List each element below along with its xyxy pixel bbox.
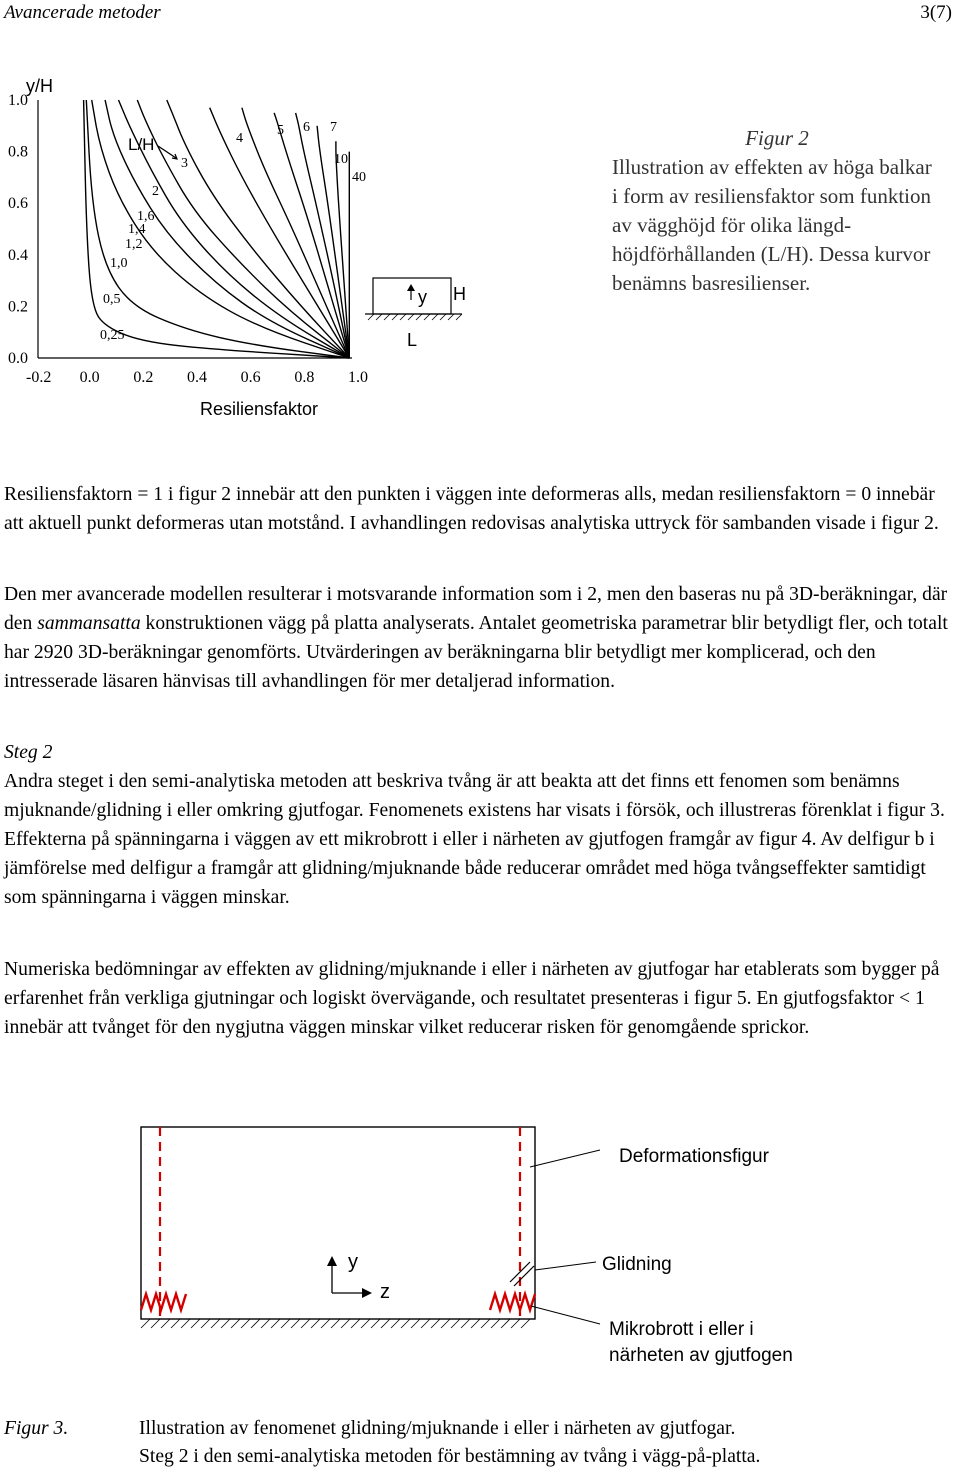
inset-y-label: y [418, 287, 427, 307]
curve-label-6: 6 [303, 120, 310, 135]
curve-label-1-2: 1,2 [125, 237, 143, 252]
y-tick-labels [8, 92, 28, 367]
curve-label-0-5: 0,5 [103, 292, 121, 307]
section-heading-steg-2: Steg 2 [4, 742, 53, 763]
legend-title: L/H [128, 135, 155, 154]
y-tick-label: 0.2 [8, 298, 28, 316]
y-axis-title: y/H [26, 76, 53, 96]
figure3-caption-line-1: Illustration av fenomenet glidning/mjuknande i eller i närheten av gjutfogar. [139, 1418, 736, 1439]
y-tick-label: 0.8 [8, 143, 28, 161]
inset-wall-sketch [365, 278, 466, 350]
paragraph-avancerade-modellen [4, 580, 954, 696]
microcrack-right [490, 1294, 535, 1310]
leader-glidning [535, 1262, 596, 1270]
x-axis-title: Resiliensfaktor [200, 399, 319, 419]
curve-lh-5 [274, 113, 349, 358]
x-tick-label: 0.6 [240, 369, 261, 386]
curve-lh-0-5 [86, 100, 349, 358]
curve-lh-3 [210, 108, 350, 358]
inset-l-label: L [407, 330, 418, 350]
paragraph-2-end: konstruktionen vägg på platta analyserats. Antalet geometriska parametrar blir betydligt fler, och totalt har 2920 3D-beräkningar genomförts. Utvärderingen av beräkningarna blir betydligt mer komplicerad, och den intresserade läsaren hänvisas till avhandlingen för mer detaljerad information. [4, 613, 948, 692]
paragraph-numeriska: Numeriska bedömningar av effekten av glidning/mjuknande i eller i närheten av gjutfogar har etablerats som bygger på erfarenhet från verkliga gjutningar och logiskt övervägande, och resultatet presenteras i figur 5. En gjutfogsfaktor < 1 innebär att tvånget för den nygjutna väggen minskar vilket reducerar risken för genomgående sprickor. [4, 959, 940, 1038]
figure2-chart [0, 60, 600, 430]
curve-lh-1-6 [137, 100, 349, 358]
curve-label-5: 5 [277, 123, 284, 138]
paragraph-resiliensfaktor: Resiliensfaktorn = 1 i figur 2 innebär att den punkten i väggen inte deformeras alls, medan resiliensfaktorn = 0 innebär att aktuell punkt deformeras utan motstånd. I avhandlingen redovisas analytiska uttryck för sambanden visade i figur 2. [4, 484, 939, 534]
label-mikrobrott: Mikrobrott i eller i närheten av gjutfogen [609, 1319, 793, 1366]
x-tick-label: 0.8 [294, 369, 315, 386]
paragraph-2-emphasis: sammansatta [37, 613, 141, 634]
ground-hatching [141, 1319, 530, 1328]
paragraph-steg-2: Andra steget i den semi-analytiska metoden att beskriva tvång är att beakta att det finns ett fenomen som benämns mjuknande/glidning i eller omkring gjutfogar. Fenomenets existens har visats i försök, och illustreras förenklat i figur 3. Effekterna på spänningarna i väggen av ett mikrobrott i eller i närheten av gjutfogen framgår av figur 4. Av delfigur b i jämförelse med delfigur a framgår att glidning/mjuknande både reducerar området med höga tvångseffekter samtidigt som spänningarna i väggen minskar. [4, 771, 945, 908]
y-tick-label: 0.0 [8, 350, 28, 367]
curve-label-10: 10 [334, 152, 348, 167]
figure3-diagram [0, 1110, 960, 1410]
figure3-axis-z: z [380, 1281, 390, 1303]
figure3-caption-line-2: Steg 2 i den semi-analytiska metoden för bestämning av tvång i vägg-på-platta. [139, 1446, 761, 1467]
curve-label-1-6: 1,6 [137, 209, 155, 224]
curve-label-1-4: 1,4 [128, 222, 146, 237]
y-tick-label: 1.0 [8, 92, 28, 109]
x-tick-label: 0.4 [187, 369, 207, 386]
figure2-caption [612, 124, 942, 298]
microcrack-left [141, 1294, 186, 1310]
inset-h-label: H [453, 284, 466, 304]
x-tick-label: 0.2 [133, 369, 154, 386]
wall-outline [141, 1127, 535, 1319]
x-tick-label: 0.0 [79, 369, 100, 386]
running-header-title: Avancerade metoder [4, 2, 161, 23]
paragraph-2-start: Den mer avancerade modellen resulterar i motsvarande information som i 2, men den baseras nu på 3D-beräkningar, där den [4, 584, 948, 634]
figure2-caption-text: Illustration av effekten av höga balkar i form av resiliensfaktor som funktion av vägghöjd för olika längd-höjdförhållanden (L/H). Dessa kurvor benämns basresilienser. [612, 155, 932, 295]
figure3-caption-label: Figur 3. [4, 1418, 69, 1439]
curve-label-1-0: 1,0 [110, 256, 128, 271]
curve-label-4: 4 [236, 131, 243, 146]
label-deformationsfigur: Deformationsfigur [619, 1146, 769, 1167]
y-tick-label: 0.6 [8, 195, 28, 213]
x-tick-label: 1.0 [348, 369, 368, 386]
y-tick-label: 0.4 [8, 246, 28, 264]
figure3-axis-y: y [348, 1251, 358, 1273]
curve-label-0-25: 0,25 [100, 328, 125, 343]
leader-deformation [530, 1150, 600, 1167]
curve-label-3: 3 [181, 156, 188, 171]
resilience-curves [84, 100, 350, 358]
curve-label-2: 2 [152, 184, 159, 199]
curve-lh-4 [242, 108, 349, 358]
curve-label-7: 7 [330, 120, 337, 135]
figure2-caption-title: Figur 2 [745, 126, 809, 150]
leader-mikrobrott [531, 1306, 600, 1324]
curve-lh-0-25 [84, 100, 350, 358]
label-glidning: Glidning [602, 1254, 672, 1275]
x-tick-label: -0.2 [26, 369, 52, 386]
x-tick-labels [26, 369, 368, 386]
page-number: 3(7) [920, 2, 952, 23]
curve-label-40: 40 [352, 170, 366, 185]
